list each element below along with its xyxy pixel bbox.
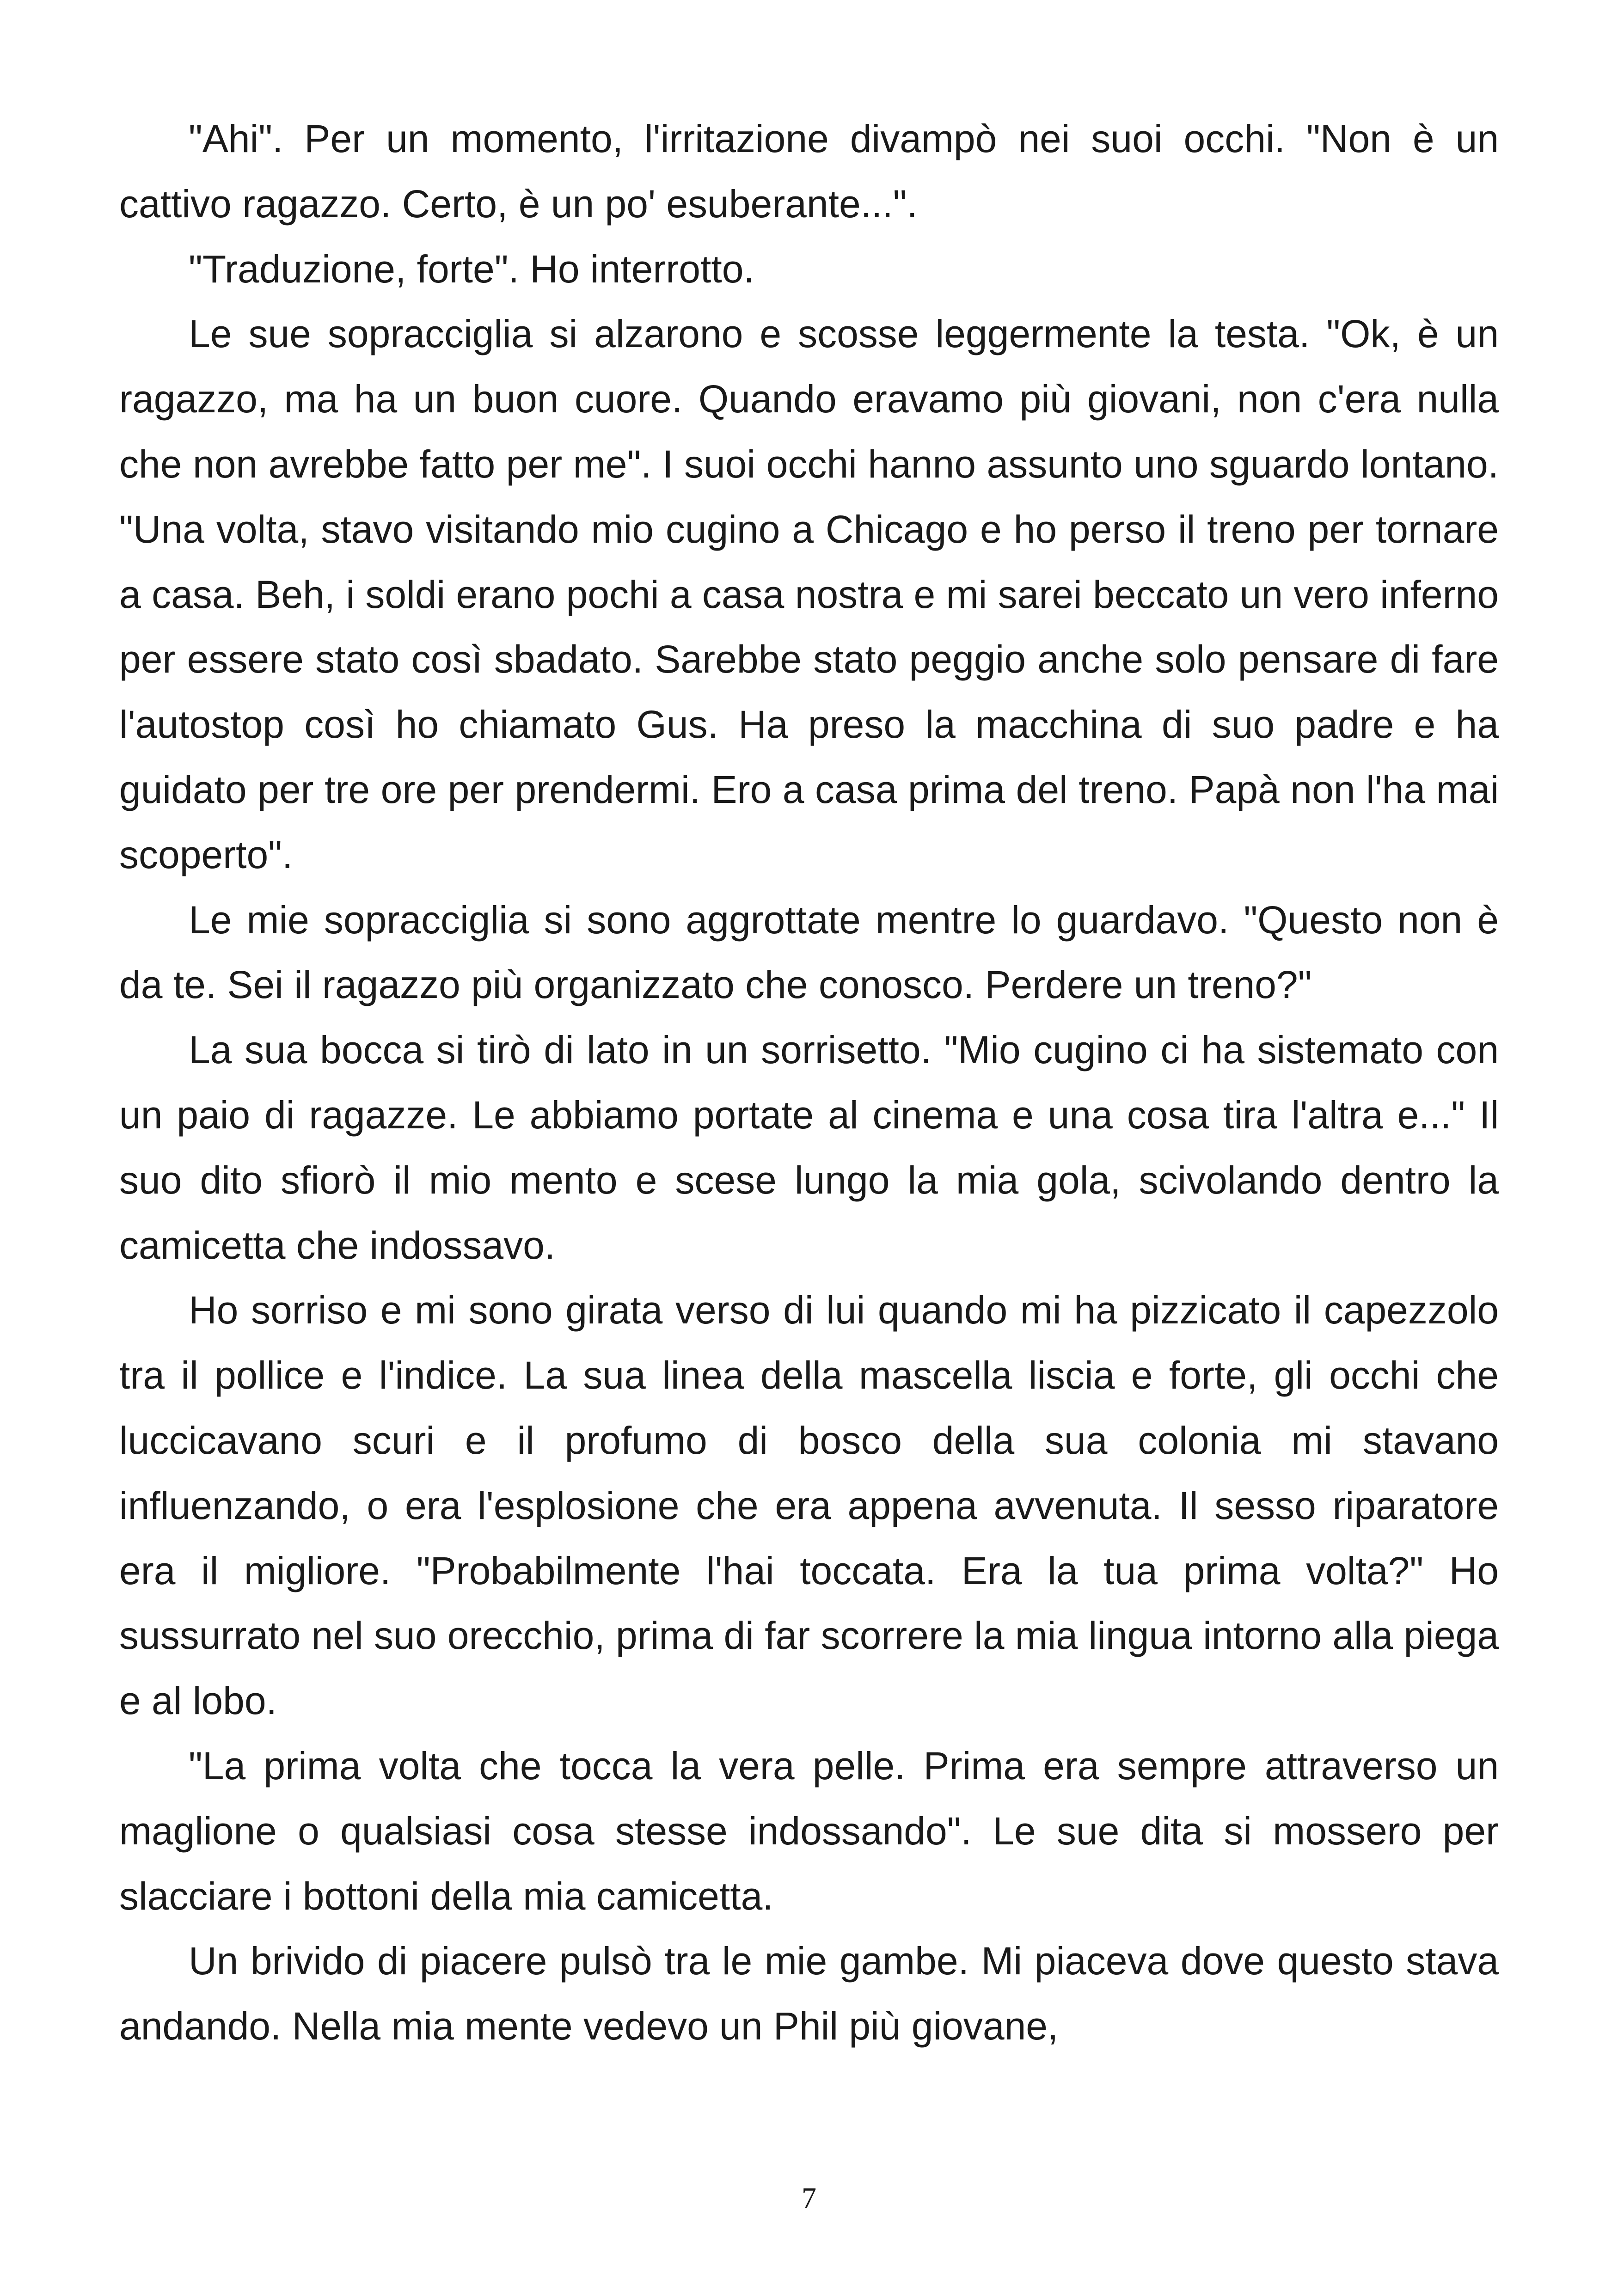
paragraph: Ho sorriso e mi sono girata verso di lui quando mi ha pizzicato il capezzolo tra il pollice e l'indice. La sua linea della mascella liscia e forte, gli occhi che luccicavano scuri e il profumo di bosco della sua colonia mi stavano influenzando, o era l'esplosione che era appena avvenuta. Il sesso riparatore era il migliore. "Probabilmente l'hai toccata. Era la tua prima volta?" Ho sussurrato nel suo orecchio, prima di far scorrere la mia lingua intorno alla piega e al lobo. (119, 1288, 1499, 1723)
paragraph: "Traduzione, forte". Ho interrotto. (189, 247, 754, 291)
paragraph: Le sue sopracciglia si alzarono e scosse leggermente la testa. "Ok, è un ragazzo, ma ha un buon cuore. Quando eravamo più giovani, non c'era nulla che non avrebbe fatto per me". I suoi occhi hanno assunto uno sguardo lontano. "Una volta, stavo visitando mio cugino a Chicago e ho perso il treno per tornare a casa. Beh, i soldi erano pochi a casa nostra e mi sarei beccato un vero inferno per essere stato così sbadato. Sarebbe stato peggio anche solo pensare di fare l'autostop così ho chiamato Gus. Ha preso la macchina di suo padre e ha guidato per tre ore per prendermi. Ero a casa prima del treno. Papà non l'ha mai scoperto". (119, 312, 1499, 876)
paragraph: Un brivido di piacere pulsò tra le mie gambe. Mi piaceva dove questo stava andando. Nella mia mente vedevo un Phil più giovane, (119, 1939, 1499, 2048)
paragraph: "La prima volta che tocca la vera pelle. Prima era sempre attraverso un maglione o qualsiasi cosa stesse indossando". Le sue dita si mossero per slacciare i bottoni della mia camicetta. (119, 1744, 1499, 1918)
paragraph: Le mie sopracciglia si sono aggrottate mentre lo guardavo. "Questo non è da te. Sei il ragazzo più organizzato che conosco. Perdere un treno?" (119, 898, 1499, 1007)
paragraph: La sua bocca si tirò di lato in un sorrisetto. "Mio cugino ci ha sistemato con un paio di ragazze. Le abbiamo portate al cinema e una cosa tira l'altra e..." Il suo dito sfiorò il mio mento e scese lungo la mia gola, scivolando dentro la camicetta che indossavo. (119, 1028, 1499, 1267)
page-number: 7 (802, 2181, 816, 2214)
paragraph: "Ahi". Per un momento, l'irritazione divampò nei suoi occhi. "Non è un cattivo ragazzo. Certo, è un po' esuberante...". (119, 117, 1499, 226)
body-text (119, 106, 1499, 2059)
